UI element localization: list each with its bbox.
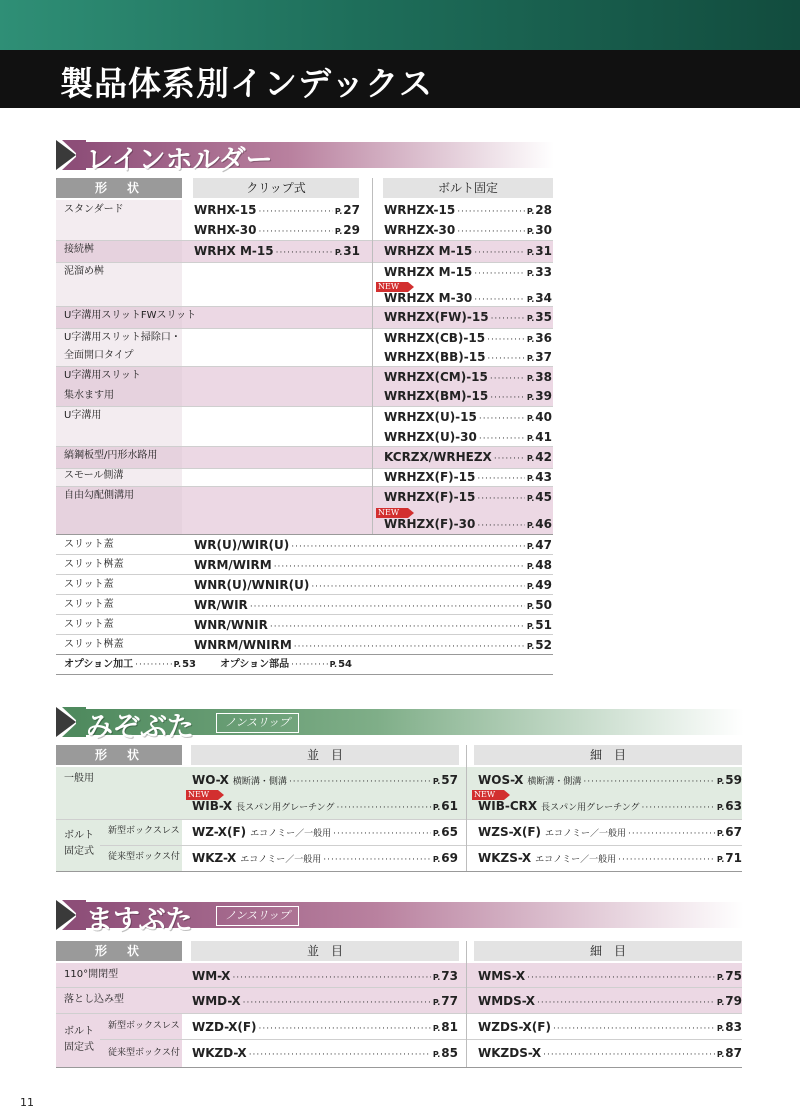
rain-section-title: レインホルダー: [86, 145, 273, 176]
column-divider: [372, 178, 373, 534]
product-link[interactable]: WRHZX-30 ····· P.30: [384, 220, 552, 240]
row-label: 一般用: [64, 773, 94, 784]
product-link[interactable]: WOS-X 横断溝・側溝 ····· P.59: [478, 770, 742, 790]
row-label: U字溝用スリット: [64, 370, 141, 381]
row-label: 従来型ボックス付: [108, 1048, 180, 1058]
row-label: スリット蓋: [64, 539, 114, 550]
product-link[interactable]: WMS-X ····· P.75: [478, 966, 742, 986]
row-label: スリット蓋: [64, 599, 114, 610]
row-label: 新型ボックスレス: [108, 826, 180, 836]
new-badge: NEW: [376, 282, 408, 292]
title-bar: [0, 50, 800, 108]
divider: [100, 1039, 742, 1040]
row-label: スリット蓋: [64, 619, 114, 630]
row-label: 落とし込み型: [64, 994, 124, 1005]
row-label: スモール側溝: [64, 470, 124, 481]
row-label: 接続桝: [64, 244, 94, 255]
mizo-nonslip-tag: ノンスリップ: [216, 713, 299, 733]
mizo-section-title: みぞぶた: [86, 712, 194, 743]
product-link[interactable]: WRHZX(CB)-15 ····· P.36: [384, 328, 552, 348]
row-label: スリット桝蓋: [64, 559, 124, 570]
product-link[interactable]: WNR/WNIR ····· P.51: [194, 615, 552, 635]
product-link[interactable]: WZDS-X(F) ····· P.83: [478, 1017, 742, 1037]
new-badge: NEW: [376, 508, 408, 518]
page-number: 11: [20, 1096, 34, 1109]
product-link[interactable]: WRHZX(FW)-15 ····· P.35: [384, 307, 552, 327]
row-label: U字溝用: [64, 410, 102, 421]
product-link[interactable]: WRHZX(CM)-15 ····· P.38: [384, 367, 552, 387]
row-label: U字溝用スリットFWスリット: [64, 310, 197, 321]
product-link[interactable]: WRHX-30 ····· P.29: [194, 220, 360, 240]
page-title: 製品体系別インデックス: [60, 64, 434, 103]
rain-header-bolt: ボルト固定: [383, 178, 553, 198]
product-link[interactable]: KCRZX/WRHEZX ····· P.42: [384, 447, 552, 467]
product-link[interactable]: WKZDS-X ····· P.87: [478, 1043, 742, 1063]
row-label: 新型ボックスレス: [108, 1021, 180, 1031]
row-label: 従来型ボックス付: [108, 852, 180, 862]
product-link[interactable]: WRHZX M-30 ····· P.34: [384, 288, 552, 308]
divider: [56, 1013, 742, 1014]
product-link[interactable]: WRHX-15 ····· P.27: [194, 200, 360, 220]
product-link[interactable]: WKZS-X エコノミー／一般用 ····· P.71: [478, 848, 742, 868]
column-divider: [466, 941, 467, 1067]
product-link[interactable]: WIB-CRX 長スパン用グレーチング ····· P.63: [478, 796, 742, 816]
product-link[interactable]: WKZD-X ····· P.85: [192, 1043, 458, 1063]
product-link[interactable]: WRHZX M-15 ····· P.31: [384, 241, 552, 261]
product-link[interactable]: WRHX M-15 ····· P.31: [194, 241, 360, 261]
divider: [56, 1067, 742, 1068]
new-badge: NEW: [472, 790, 504, 800]
divider: [100, 845, 742, 846]
product-link[interactable]: WRHZX(F)-15 ····· P.45: [384, 487, 552, 507]
divider: [56, 819, 742, 820]
row-label: 全面開口タイプ: [64, 350, 134, 361]
row-label: ボルト: [64, 1026, 94, 1037]
row-label: U字溝用スリット掃除口・: [64, 332, 181, 343]
row-label: 自由勾配側溝用: [64, 490, 134, 501]
rain-header-shape: 形 状: [56, 178, 182, 198]
mizo-header-hoso: 細 目: [474, 745, 742, 765]
product-link[interactable]: WZD-X(F) ····· P.81: [192, 1017, 458, 1037]
product-link[interactable]: WRHZX(BB)-15 ····· P.37: [384, 347, 552, 367]
masu-header-nami: 並 目: [191, 941, 459, 961]
row-label: 110°開閉型: [64, 969, 119, 980]
row-label: 集水ます用: [64, 390, 114, 401]
column-divider: [466, 745, 467, 871]
product-link[interactable]: WNRM/WNIRM ····· P.52: [194, 635, 552, 655]
masu-section-title: ますぶた: [86, 905, 193, 936]
row-label: スタンダード: [64, 204, 124, 215]
masu-section-header: [56, 900, 746, 936]
new-badge: NEW: [186, 790, 218, 800]
product-link[interactable]: WRHZX(U)-30 ····· P.41: [384, 427, 552, 447]
product-link[interactable]: WMDS-X ····· P.79: [478, 991, 742, 1011]
product-link[interactable]: WRHZX(BM)-15 ····· P.39: [384, 386, 552, 406]
mizo-header-nami: 並 目: [191, 745, 459, 765]
row-label: 固定式: [64, 1042, 94, 1053]
top-banner: [0, 0, 800, 50]
product-link[interactable]: WKZ-X エコノミー／一般用 ····· P.69: [192, 848, 458, 868]
product-link[interactable]: WRHZX(F)-30 ····· P.46: [384, 514, 552, 534]
product-link[interactable]: WMD-X ····· P.77: [192, 991, 458, 1011]
masu-header-shape: 形 状: [56, 941, 182, 961]
mizo-section-header: [56, 707, 746, 743]
option-link[interactable]: オプション部品 ····· P.54: [220, 655, 352, 675]
row-label: 固定式: [64, 846, 94, 857]
row-label: ボルト: [64, 830, 94, 841]
product-link[interactable]: WR(U)/WIR(U) ····· P.47: [194, 535, 552, 555]
product-link[interactable]: WR/WIR ····· P.50: [194, 595, 552, 615]
product-link[interactable]: WM-X ····· P.73: [192, 966, 458, 986]
row-label: スリット蓋: [64, 579, 114, 590]
product-link[interactable]: WRHZX-15 ····· P.28: [384, 200, 552, 220]
product-link[interactable]: WRM/WIRM ····· P.48: [194, 555, 552, 575]
row-label: 泥溜め桝: [64, 266, 104, 277]
product-link[interactable]: WZS-X(F) エコノミー／一般用 ····· P.67: [478, 822, 742, 842]
row-label: 縞鋼板型/円形水路用: [64, 450, 158, 461]
product-link[interactable]: WRHZX(U)-15 ····· P.40: [384, 407, 552, 427]
rain-header-clip: クリップ式: [193, 178, 359, 198]
product-link[interactable]: WO-X 横断溝・側溝 ····· P.57: [192, 770, 458, 790]
divider: [56, 871, 742, 872]
product-link[interactable]: WRHZX(F)-15 ····· P.43: [384, 467, 552, 487]
product-link[interactable]: WNR(U)/WNIR(U) ····· P.49: [194, 575, 552, 595]
option-link[interactable]: オプション加工 ····· P.53: [64, 655, 196, 675]
masu-header-hoso: 細 目: [474, 941, 742, 961]
mizo-header-shape: 形 状: [56, 745, 182, 765]
product-link[interactable]: WIB-X 長スパン用グレーチング ····· P.61: [192, 796, 458, 816]
product-link[interactable]: WRHZX M-15 ····· P.33: [384, 262, 552, 282]
product-link[interactable]: WZ-X(F) エコノミー／一般用 ····· P.65: [192, 822, 458, 842]
row-label: スリット桝蓋: [64, 639, 124, 650]
masu-nonslip-tag: ノンスリップ: [216, 906, 299, 926]
rain-section-header: [56, 140, 556, 176]
